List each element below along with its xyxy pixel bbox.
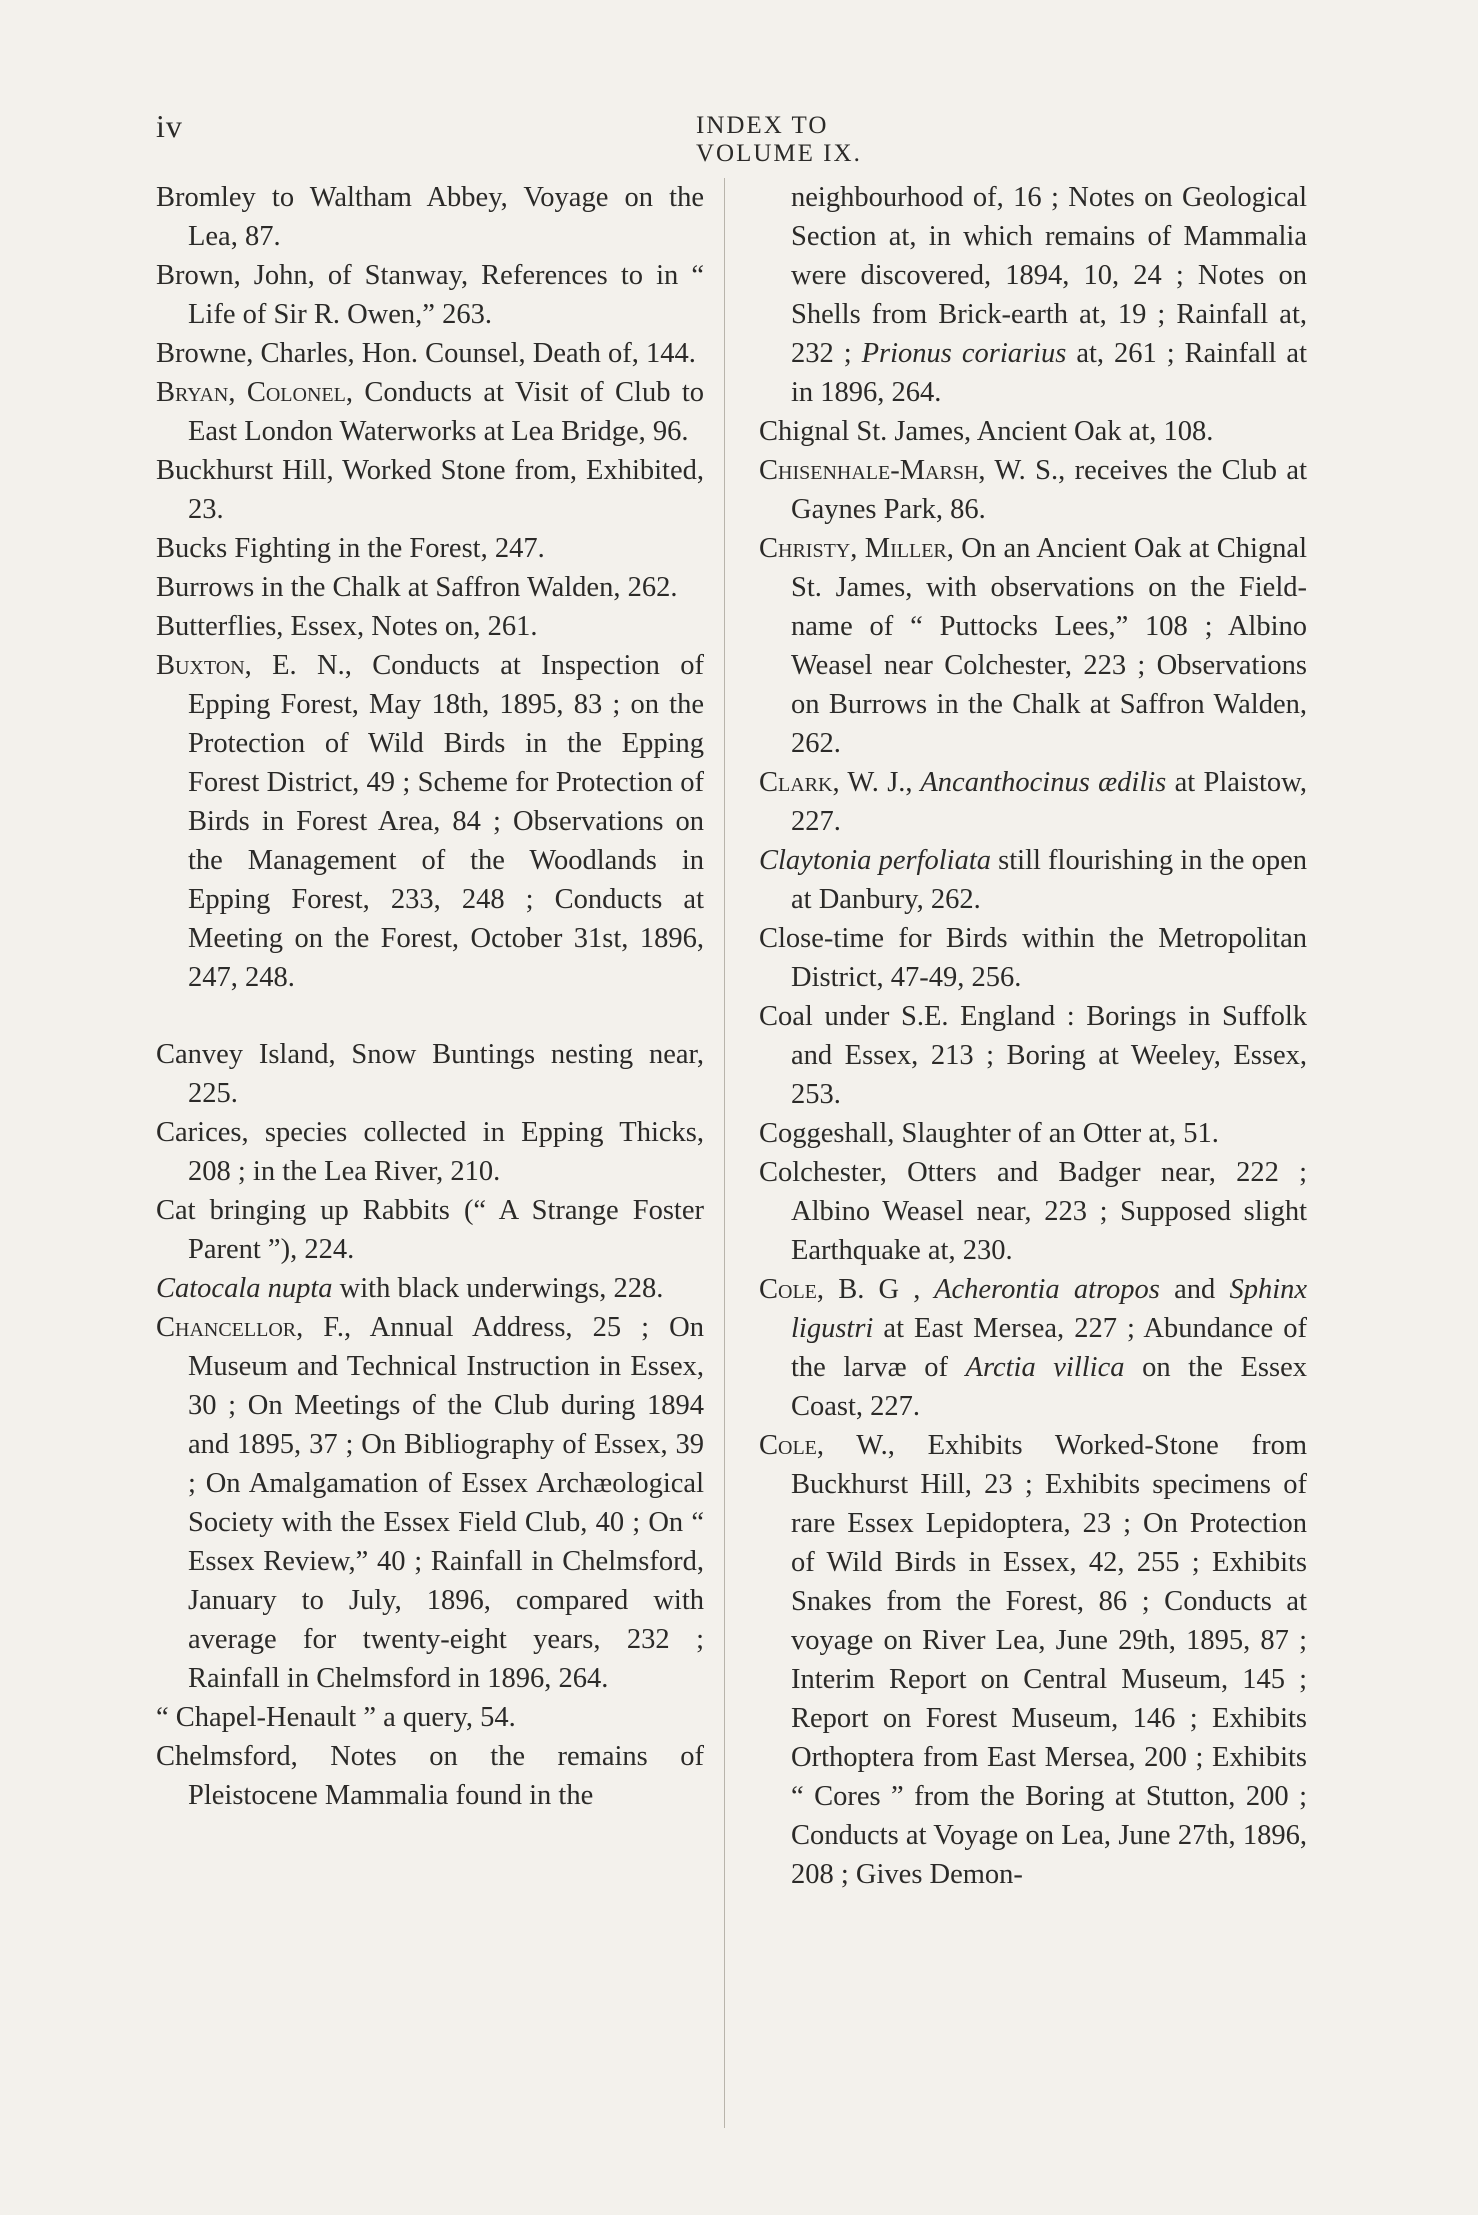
entry-italic-text: Prionus coriarius [861, 338, 1067, 369]
entry-text: Bucks Fighting in the Forest, 247. [156, 533, 545, 564]
entry-heading: Cole, W., [759, 1430, 895, 1461]
index-entry [156, 1308, 704, 1698]
entry-italic-text: Arctia villica [965, 1352, 1125, 1383]
index-entry [759, 997, 1307, 1114]
entry-text: Coggeshall, Slaughter of an Otter at, 51. [759, 1118, 1219, 1149]
index-entry [759, 1270, 1307, 1426]
index-entry [156, 178, 704, 256]
entry-italic-text: Catocala nupta [156, 1273, 333, 1304]
index-entry [156, 529, 704, 568]
entry-text: Annual Address, 25 ; On Museum and Technical Instruction in Essex, 30 ; On Meetings of the Club during 1894 and 1895, 37 ; On Bibliography of Essex, 39 ; On Amalgamation of Essex Archæological Society with the Essex Field Club, 40 ; On “ Essex Review,” 40 ; Rainfall in Chelmsford, January to July, 1896, compared with average for twenty-eight years, 232 ; Rainfall in Chelmsford in 1896, 264. [188, 1312, 704, 1694]
entry-text: Carices, species collected in Epping Thicks, 208 ; in the Lea River, 210. [156, 1117, 704, 1187]
entry-text: at East Mersea, 227 ; Abundance of the larvæ of [791, 1313, 1307, 1383]
entry-text: at, 261 ; Rainfall at in 1896, 264. [791, 338, 1307, 408]
column-divider [724, 178, 725, 2128]
index-entry [759, 451, 1307, 529]
entry-text: receives the Club at Gaynes Park, 86. [791, 455, 1307, 525]
entry-heading: Christy, Miller, [759, 533, 954, 564]
entry-text: Close-time for Birds within the Metropolitan District, 47-49, 256. [759, 923, 1307, 993]
entry-heading: Clark, W. J., [759, 767, 913, 798]
index-entry [759, 1153, 1307, 1270]
entry-text: Chelmsford, Notes on the remains of Pleistocene Mammalia found in the [156, 1741, 704, 1811]
entry-italic-text: Ancanthocinus ædilis [912, 767, 1167, 798]
index-entry [759, 178, 1307, 412]
entry-heading: Bryan, Colonel, [156, 377, 353, 408]
entry-text: Buckhurst Hill, Worked Stone from, Exhibited, 23. [156, 455, 704, 525]
page-number: iv [156, 108, 183, 144]
right-column [759, 178, 1307, 1894]
entry-heading: Buxton, E. N., [156, 650, 352, 681]
entry-heading: Cole, B. G , [759, 1274, 921, 1305]
entry-text: Cat bringing up Rabbits (“ A Strange Foster Parent ”), 224. [156, 1195, 704, 1265]
entry-text: on the Essex Coast, 227. [791, 1352, 1307, 1422]
entry-text: Coal under S.E. England : Borings in Suffolk and Essex, 213 ; Boring at Weeley, Essex, 253. [759, 1001, 1307, 1110]
index-entry [156, 607, 704, 646]
index-entry [156, 334, 704, 373]
entry-text: Burrows in the Chalk at Saffron Walden, 262. [156, 572, 678, 603]
entry-text: Bromley to Waltham Abbey, Voyage on the Lea, 87. [156, 182, 704, 252]
index-entry [759, 1114, 1307, 1153]
entry-text: Browne, Charles, Hon. Counsel, Death of, 144. [156, 338, 696, 369]
entry-text: still flourishing in the open at Danbury, 262. [791, 845, 1307, 915]
entry-text: and [1159, 1274, 1230, 1305]
page-header [156, 108, 922, 167]
entry-text: neighbourhood of, 16 ; Notes on Geological Section at, in which remains of Mammalia were discovered, 1894, 10, 24 ; Notes on Shells from Brick-earth at, 19 ; Rainfall at, 232 ; [791, 182, 1307, 369]
index-entry [156, 1113, 704, 1191]
index-entry [156, 373, 704, 451]
index-entry [156, 568, 704, 607]
index-entry [759, 1426, 1307, 1894]
entry-text: at Plaistow, 227. [791, 767, 1307, 837]
entry-heading: Chancellor, F., [156, 1312, 352, 1343]
entry-text: Conducts at Inspection of Epping Forest, May 18th, 1895, 83 ; on the Protection of Wild Birds in the Epping Forest District, 49 ; Scheme for Protection of Birds in Forest Area, 84 ; Observations on the Management of the Woodlands in Epping Forest, 233, 248 ; Conducts at Meeting on the Forest, October 31st, 1896, 247, 248. [188, 650, 704, 993]
index-entry [156, 1035, 704, 1113]
entry-text: Exhibits Worked-Stone from Buckhurst Hill, 23 ; Exhibits specimens of rare Essex Lepidoptera, 23 ; On Protection of Wild Birds in Essex, 42, 255 ; Exhibits Snakes from the Forest, 86 ; Conducts at voyage on River Lea, June 29th, 1895, 87 ; Interim Report on Central Museum, 145 ; Report on Forest Museum, 146 ; Exhibits Orthoptera from East Mersea, 200 ; Exhibits “ Cores ” from the Boring at Stutton, 200 ; Conducts at Voyage on Lea, June 27th, 1896, 208 ; Gives Demon- [791, 1430, 1308, 1890]
entry-text: Brown, John, of Stanway, References to in “ Life of Sir R. Owen,” 263. [156, 260, 704, 330]
index-entry [156, 1698, 704, 1737]
entry-heading: Chisenhale-Marsh, W. S., [759, 455, 1066, 486]
index-columns [156, 178, 1324, 2138]
left-column [156, 178, 704, 1815]
entry-text: with black underwings, 228. [332, 1273, 664, 1304]
entry-italic-text: Sphinx ligustri [791, 1274, 1308, 1344]
entry-text: Canvey Island, Snow Buntings nesting near, 225. [156, 1039, 704, 1109]
entry-italic-text: Claytonia perfoliata [759, 845, 991, 876]
entry-italic-text: Acherontia atropos [920, 1274, 1160, 1305]
running-head: INDEX TO VOLUME IX. [696, 112, 862, 167]
entry-text: On an Ancient Oak at Chignal St. James, with observations on the Field-name of “ Puttocks Lees,” 108 ; Albino Weasel near Colchester, 223 ; Observations on Burrows in the Chalk at Saffron Walden, 262. [791, 533, 1307, 759]
entry-text: Chignal St. James, Ancient Oak at, 108. [759, 416, 1214, 447]
entry-text: Butterflies, Essex, Notes on, 261. [156, 611, 538, 642]
index-entry [156, 451, 704, 529]
index-entry [759, 529, 1307, 763]
index-entry [156, 1269, 704, 1308]
entry-text: “ Chapel-Henault ” a query, 54. [156, 1702, 516, 1733]
index-entry [759, 412, 1307, 451]
index-entry [759, 841, 1307, 919]
index-entry [156, 1737, 704, 1815]
index-entry [156, 1191, 704, 1269]
entry-text: Conducts at Visit of Club to East London Waterworks at Lea Bridge, 96. [188, 377, 704, 447]
index-entry [156, 256, 704, 334]
index-entry [759, 919, 1307, 997]
entry-text: Colchester, Otters and Badger near, 222 ; Albino Weasel near, 223 ; Supposed slight Earthquake at, 230. [759, 1157, 1307, 1266]
index-entry [156, 646, 704, 997]
index-entry [759, 763, 1307, 841]
